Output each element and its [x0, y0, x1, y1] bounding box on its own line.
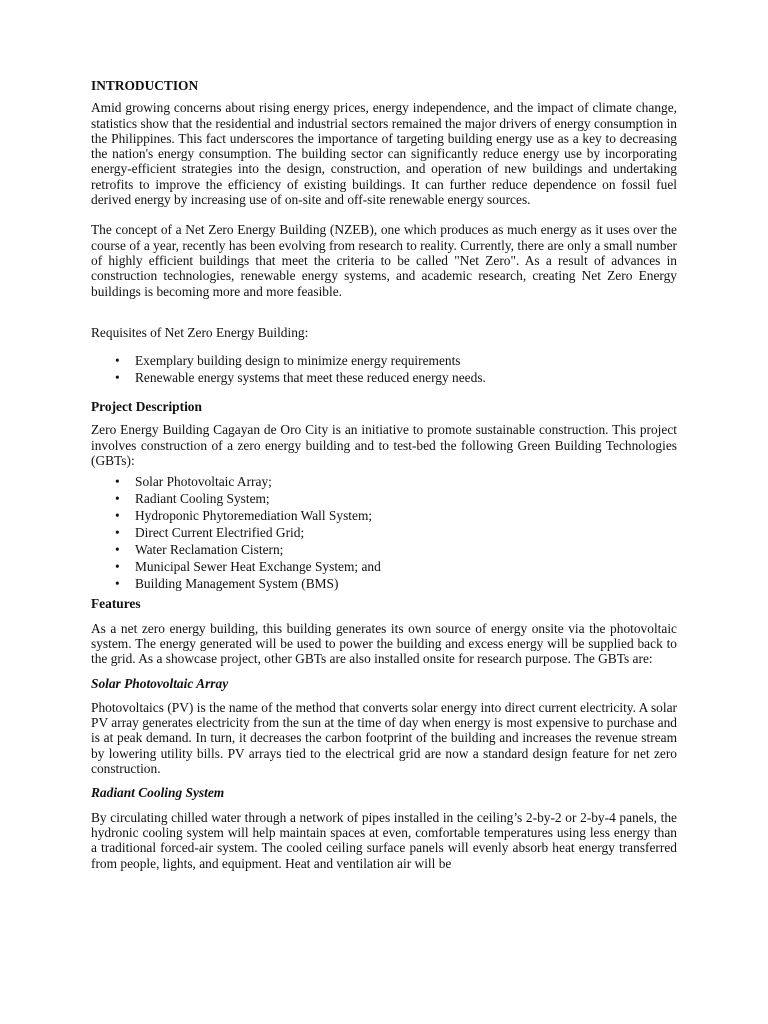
radiant-cooling-heading: Radiant Cooling System — [91, 785, 225, 801]
document-body — [91, 76, 677, 871]
introduction-paragraph-2: The concept of a Net Zero Energy Building (NZEB), one which produces as much energy as it uses over the course of a year, recently has been evolving from research to reality. Currently, there are only a small number of highly efficient buildings that meet the criteria to be called "Net Zero". As a result of advances in construction technologies, renewable energy systems, and academic research, creating Net Zero Energy buildings is becoming more and more feasible. — [91, 222, 677, 299]
list-item: • Renewable energy systems that meet these reduced energy needs. — [91, 369, 677, 386]
list-item: • Solar Photovoltaic Array; — [91, 473, 677, 490]
list-item: • Building Management System (BMS) — [91, 575, 677, 592]
project-description-heading: Project Description — [91, 399, 202, 415]
gbt-list — [91, 473, 677, 592]
list-item: • Municipal Sewer Heat Exchange System; and — [91, 558, 677, 575]
features-heading: Features — [91, 596, 141, 612]
solar-pv-paragraph: Photovoltaics (PV) is the name of the method that converts solar energy into direct current electricity. A solar PV array generates electricity from the sun at the time of day when energy is most expensive to purchase and is at peak demand. In turn, it decreases the carbon footprint of the building and increases the revenue stream by lowering utility bills. PV arrays tied to the electrical grid are now a standard design feature for net zero construction. — [91, 699, 677, 777]
requisites-list — [91, 352, 677, 386]
list-item: • Hydroponic Phytoremediation Wall System; — [91, 507, 677, 524]
project-description-paragraph: Zero Energy Building Cagayan de Oro City is an initiative to promote sustainable construction. This project involves construction of a zero energy building and to test-bed the following Green Building Technologies (GBTs): — [91, 422, 677, 469]
radiant-cooling-paragraph: By circulating chilled water through a network of pipes installed in the ceiling’s 2-by-2 or 2-by-4 panels, the hydronic cooling system will help maintain spaces at even, comfortable temperatures using less energy than a traditional forced-air system. The cooled ceiling surface panels will evenly absorb heat energy transferred from people, lights, and equipment. Heat and ventilation air will be — [91, 809, 677, 871]
introduction-paragraph-1: Amid growing concerns about rising energy prices, energy independence, and the impact of climate change, statistics show that the residential and industrial sectors remained the major drivers of energy consumption in the Philippines. This fact underscores the importance of targeting building energy use as a key to decreasing the nation's energy consumption. The building sector can significantly reduce energy use by incorporating energy-efficient strategies into the design, construction, and operation of new buildings and undertaking retrofits to improve the efficiency of existing buildings. It can further reduce dependence on fossil fuel derived energy by increasing use of on-site and off-site renewable energy sources. — [91, 100, 677, 208]
list-item: • Water Reclamation Cistern; — [91, 541, 677, 558]
solar-pv-heading: Solar Photovoltaic Array — [91, 675, 229, 691]
list-item: • Exemplary building design to minimize energy requirements — [91, 352, 677, 369]
list-item: • Radiant Cooling System; — [91, 490, 677, 507]
requisites-label: Requisites of Net Zero Energy Building: — [91, 324, 309, 340]
features-paragraph: As a net zero energy building, this building generates its own source of energy onsite via the photovoltaic system. The energy generated will be used to power the building and excess energy will be supplied back to the grid. As a showcase project, other GBTs are also installed onsite for research purpose. The GBTs are: — [91, 620, 677, 667]
introduction-heading: INTRODUCTION — [91, 78, 199, 93]
list-item: • Direct Current Electrified Grid; — [91, 524, 677, 541]
